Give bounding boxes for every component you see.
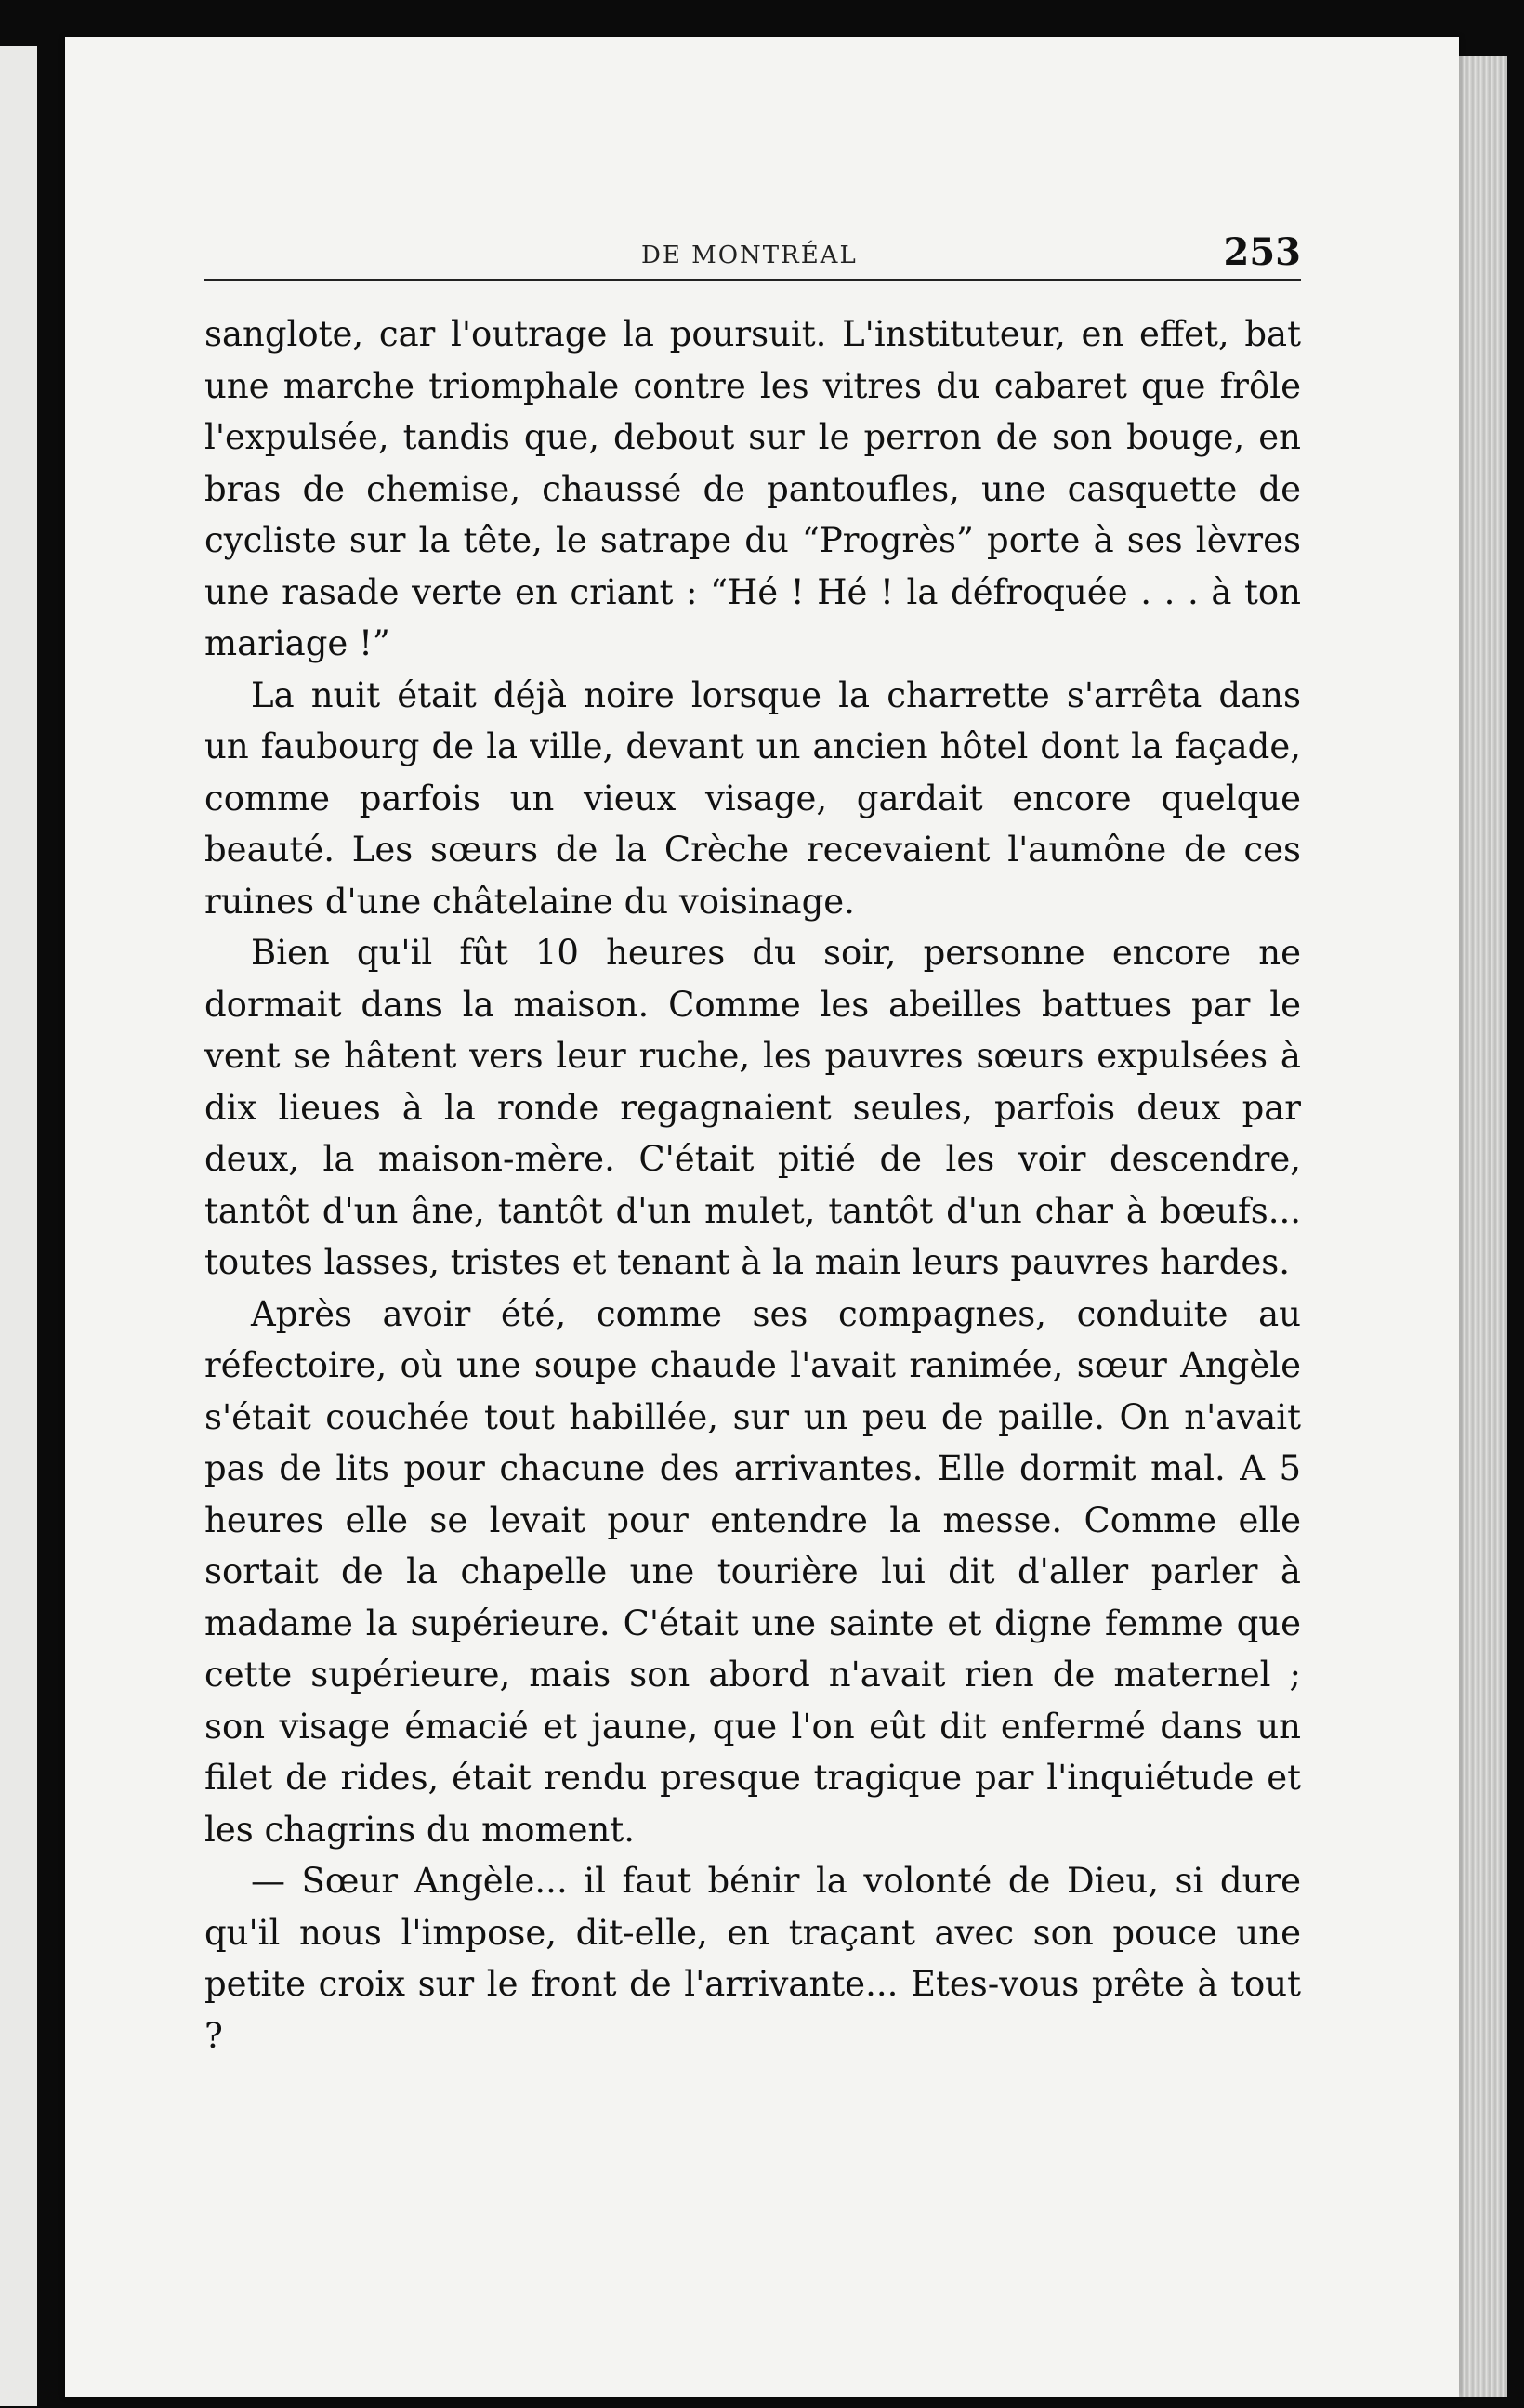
running-title: DE MONTRÉAL (641, 242, 858, 269)
body-text (204, 308, 1301, 2061)
paragraph: La nuit était déjà noire lorsque la charrette s'arrêta dans un faubourg de la ville, devant un ancien hôtel dont la façade, comme parfois un vieux visage, gardait encore quelque beauté. Les sœurs de la Crèche recevaient l'aumône de ces ruines d'une châtelaine du voisinage. (204, 674, 1301, 922)
paragraph: sanglote, car l'outrage la poursuit. L'instituteur, en effet, bat une marche triomphale contre les vitres du cabaret que frôle l'expulsée, tandis que, debout sur le perron de son bouge, en bras de chemise, chaussé de pantoufles, une casquette de cycliste sur la tête, le satrape du “Progrès” porte à ses lèvres une rasade verte en criant : “Hé ! Hé ! la défroquée . . . à ton mariage !” (204, 314, 1301, 663)
page-content (204, 223, 1301, 2061)
book-page (65, 37, 1459, 2397)
paragraph: Bien qu'il fût 10 heures du soir, personne encore ne dormait dans la maison. Comme les abeilles battues par le vent se hâtent vers leur ruche, les pauvres sœurs expulsées à dix lieues à la ronde regagnaient seules, parfois deux par deux, la maison-mère. C'était pitié de les voir descendre, tantôt d'un âne, tantôt d'un mulet, tantôt d'un char à bœufs... toutes lasses, tristes et tenant à la main leurs pauvres hardes. (204, 933, 1301, 1282)
paragraph: Après avoir été, comme ses compagnes, conduite au réfectoire, où une soupe chaude l'avait ranimée, sœur Angèle s'était couchée tout habillée, sur un peu de paille. On n'avait pas de lits pour chacune des arrivantes. Elle dormit mal. A 5 heures elle se levait pour entendre la messe. Comme elle sortait de la chapelle une tourière lui dit d'aller parler à madame la supérieure. C'était une sainte et digne femme que cette supérieure, mais son abord n'avait rien de maternel ; son visage émacié et jaune, que l'on eût dit enfermé dans un filet de rides, était rendu presque tragique par l'inquiétude et les chagrins du moment. (204, 1293, 1301, 1850)
adjacent-page-edge (0, 46, 37, 2406)
page-number: 253 (1223, 230, 1301, 274)
paragraph: — Sœur Angèle... il faut bénir la volonté de Dieu, si dure qu'il nous l'impose, dit-elle, en traçant avec son pouce une petite croix sur le front de l'arrivante... Etes-vous prête à tout ? (204, 1861, 1301, 2056)
running-header (204, 223, 1301, 281)
